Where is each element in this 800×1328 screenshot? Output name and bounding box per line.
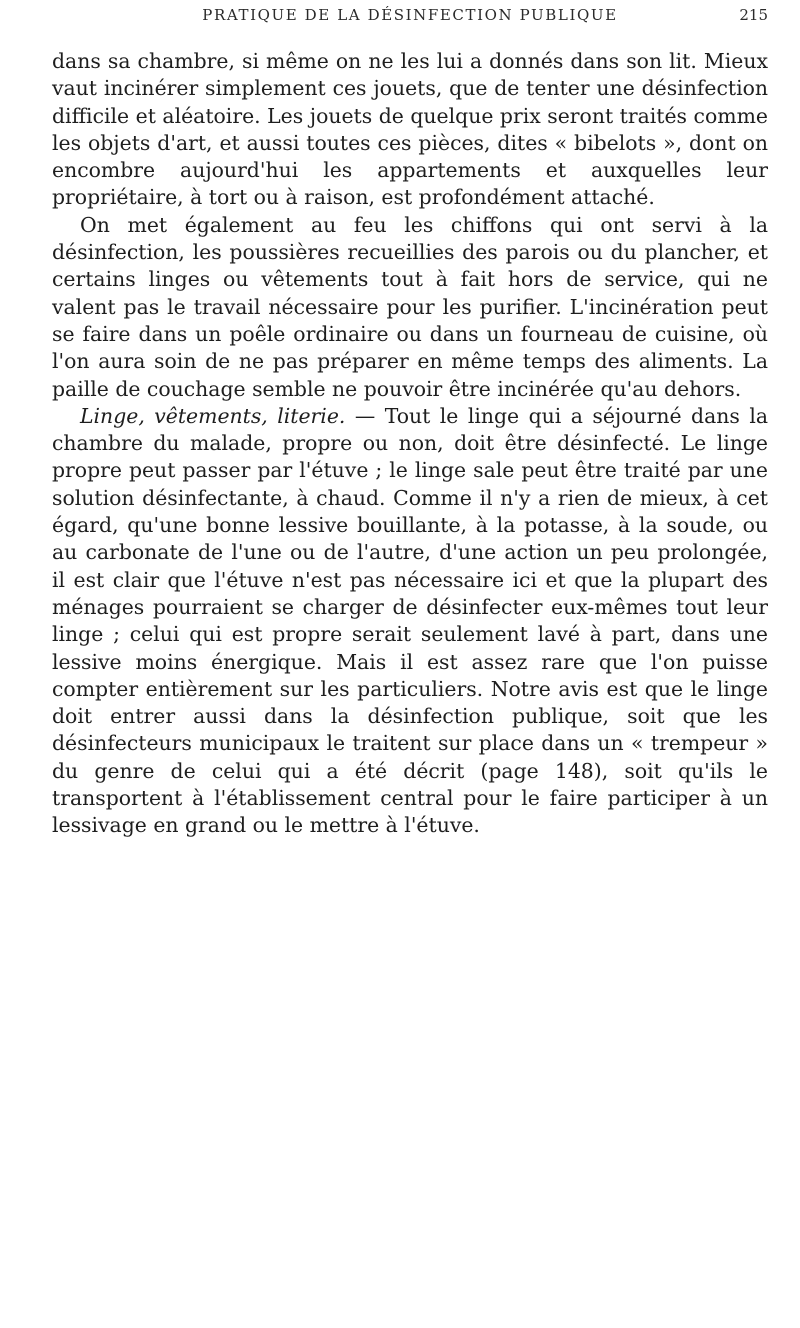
running-header-title: PRATIQUE DE LA DÉSINFECTION PUBLIQUE	[202, 6, 618, 24]
page-number: 215	[739, 6, 768, 24]
section-heading-linge: Linge, vêtements, literie.	[80, 403, 346, 428]
paragraph-3-text: — Tout le linge qui a séjourné dans la chambre du malade, propre ou non, doit être désinfecté. Le linge propre peut passer par l'étuve ; le linge sale peut être traité par une solution désinfectante, à chaud. Comme il n'y a rien de mieux, à cet égard, qu'une bonne lessive bouillante, à la potasse, à la soude, ou au carbonate de l'une ou de l'autre, d'une action un peu prolongée, il est clair que l'étuve n'est pas nécessaire ici et que la plupart des ménages pourraient se charger de désinfecter eux-mêmes tout leur linge ; celui qui est propre serait seulement lavé à part, dans une lessive moins énergique. Mais il est assez rare que l'on puisse compter entièrement sur les particuliers. Notre avis est que le linge doit entrer aussi dans la désinfection publique, soit que les désinfecteurs municipaux le traitent sur place dans un « trempeur » du genre de celui qui a été décrit (page 148), soit qu'ils le transportent à l'établissement central pour le faire participer à un lessivage en grand ou le mettre à l'étuve.	[52, 403, 768, 838]
running-header	[52, 6, 768, 46]
paragraph-3	[52, 403, 768, 840]
paragraph-1: dans sa chambre, si même on ne les lui a donnés dans son lit. Mieux vaut incinérer simplement ces jouets, que de tenter une désinfection difficile et aléatoire. Les jouets de quelque prix seront traités comme les objets d'art, et aussi toutes ces pièces, dites « bibelots », dont on encombre aujourd'hui les appartements et auxquelles leur propriétaire, à tort ou à raison, est profondément attaché.	[52, 49, 768, 210]
paragraph-2: On met également au feu les chiffons qui ont servi à la désinfection, les poussières recueillies des parois ou du plancher, et certains linges ou vêtements tout à fait hors de service, qui ne valent pas le travail nécessaire pour les purifier. L'incinération peut se faire dans un poêle ordinaire ou dans un fourneau de cuisine, où l'on aura soin de ne pas préparer en même temps des aliments. La paille de couchage semble ne pouvoir être incinérée qu'au dehors.	[52, 212, 768, 401]
body-text	[52, 48, 768, 840]
